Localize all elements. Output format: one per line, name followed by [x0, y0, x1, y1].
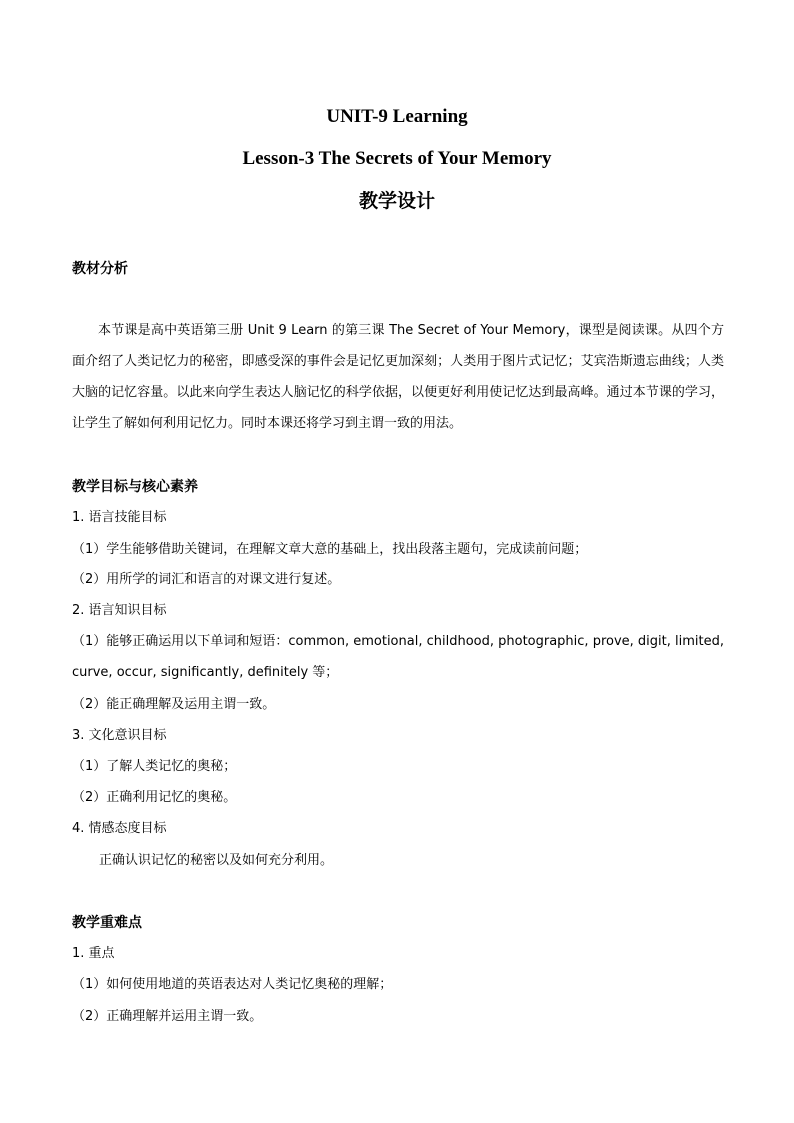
unit-title: UNIT-9 Learning — [326, 106, 468, 127]
doc-type-title: 教学设计 — [358, 190, 435, 212]
goal-2-item-1: （1）能够正确运用以下单词和短语：common, emotional, childhood, photographic, prove, digit, limited, curve, occur, significantly, definitely 等； — [72, 634, 724, 680]
analysis-heading: 教材分析 — [72, 261, 128, 277]
goal-4-item-1: 正确认识记忆的秘密以及如何充分利用。 — [99, 853, 334, 868]
goal-1-title: 1. 语言技能目标 — [72, 510, 167, 525]
goals-heading: 教学目标与核心素养 — [72, 479, 198, 495]
lesson-title: Lesson-3 The Secrets of Your Memory — [242, 148, 552, 169]
key-point-1-title: 1. 重点 — [72, 946, 115, 961]
goal-3-title: 3. 文化意识目标 — [72, 728, 167, 743]
goal-4-title: 4. 情感态度目标 — [72, 821, 167, 836]
goal-3-item-1: （1）了解人类记忆的奥秘； — [72, 759, 237, 774]
goal-3-item-2: （2）正确利用记忆的奥秘。 — [72, 790, 237, 805]
key-points-heading: 教学重难点 — [72, 915, 142, 931]
key-point-1-item-1: （1）如何使用地道的英语表达对人类记忆奥秘的理解； — [72, 977, 393, 992]
goal-1-item-2: （2）用所学的词汇和语言的对课文进行复述。 — [72, 572, 341, 587]
analysis-paragraph: 本节课是高中英语第三册 Unit 9 Learn 的第三课 The Secret of Your Memory，课型是阅读课。从四个方面介绍了人类记忆力的秘密，即感受深的事件会是记忆更加深刻；人类用于图片式记忆；艾宾浩斯遗忘曲线；人类大脑的记忆容量。以此来向学生表达人脑记忆的科学依据，以便更好利用使记忆达到最高峰。通过本节课的学习，让学生了解如何利用记忆力。同时本课还将学习到主谓一致的用法。 — [72, 323, 724, 431]
key-point-1-item-2: （2）正确理解并运用主谓一致。 — [72, 1009, 263, 1024]
goal-1-item-1: （1）学生能够借助关键词，在理解文章大意的基础上，找出段落主题句，完成读前问题； — [72, 542, 588, 557]
goal-2-item-2: （2）能正确理解及运用主谓一致。 — [72, 697, 276, 712]
goal-2-title: 2. 语言知识目标 — [72, 603, 167, 618]
